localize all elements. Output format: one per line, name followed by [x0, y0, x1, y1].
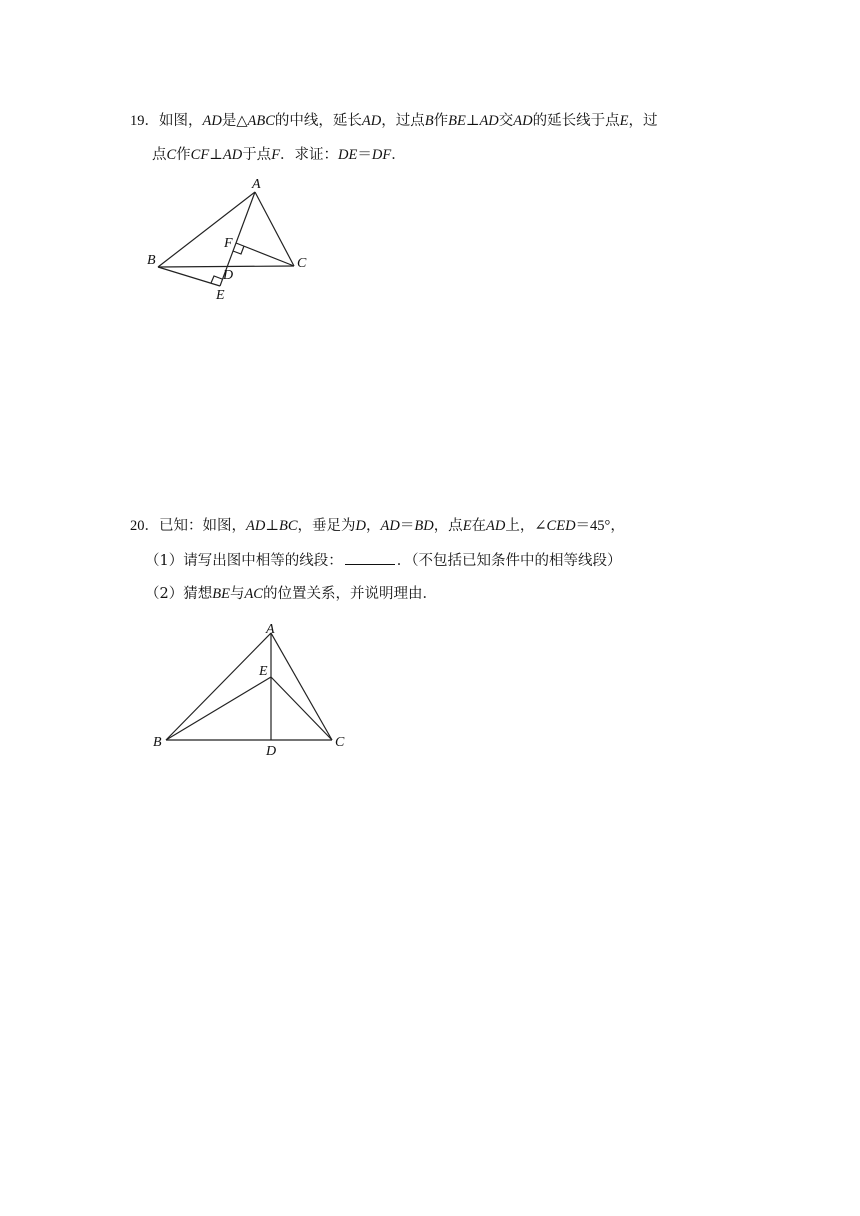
q19-label-f: F — [224, 236, 233, 251]
q20-number: 20． — [130, 518, 159, 534]
q19-label-b: B — [147, 253, 156, 268]
q20-label-e: E — [259, 664, 268, 679]
q20-label-b: B — [153, 735, 162, 750]
q20-line1: 20．已知：如图，AD⊥BC，垂足为D，AD＝BD，点E在AD上，∠CED＝45°， — [130, 518, 625, 534]
q19-label-e: E — [216, 288, 225, 303]
q19-label-a: A — [252, 177, 261, 192]
q19-label-d: D — [223, 268, 234, 283]
q19-line2: 点C作CF⊥AD于点F．求证：DE＝DF． — [152, 147, 406, 163]
q20-part2: （2）猜想BE与AC的位置关系，并说明理由． — [145, 586, 437, 602]
q20-label-d: D — [266, 744, 277, 759]
q20-part1-label: （1） — [145, 553, 184, 569]
q20-part2-label: （2） — [145, 586, 184, 602]
q19-label-c: C — [297, 256, 307, 271]
q19-number: 19． — [130, 113, 159, 129]
q20-label-c: C — [335, 735, 345, 750]
q19-line1: 19．如图，AD是△ABC的中线，延长AD，过点B作BE⊥AD交AD的延长线于点E，过 — [130, 113, 658, 129]
q20-label-a: A — [266, 622, 275, 637]
q20-part1: （1）请写出图中相等的线段： ．（不包括已知条件中的相等线段） — [145, 550, 621, 571]
